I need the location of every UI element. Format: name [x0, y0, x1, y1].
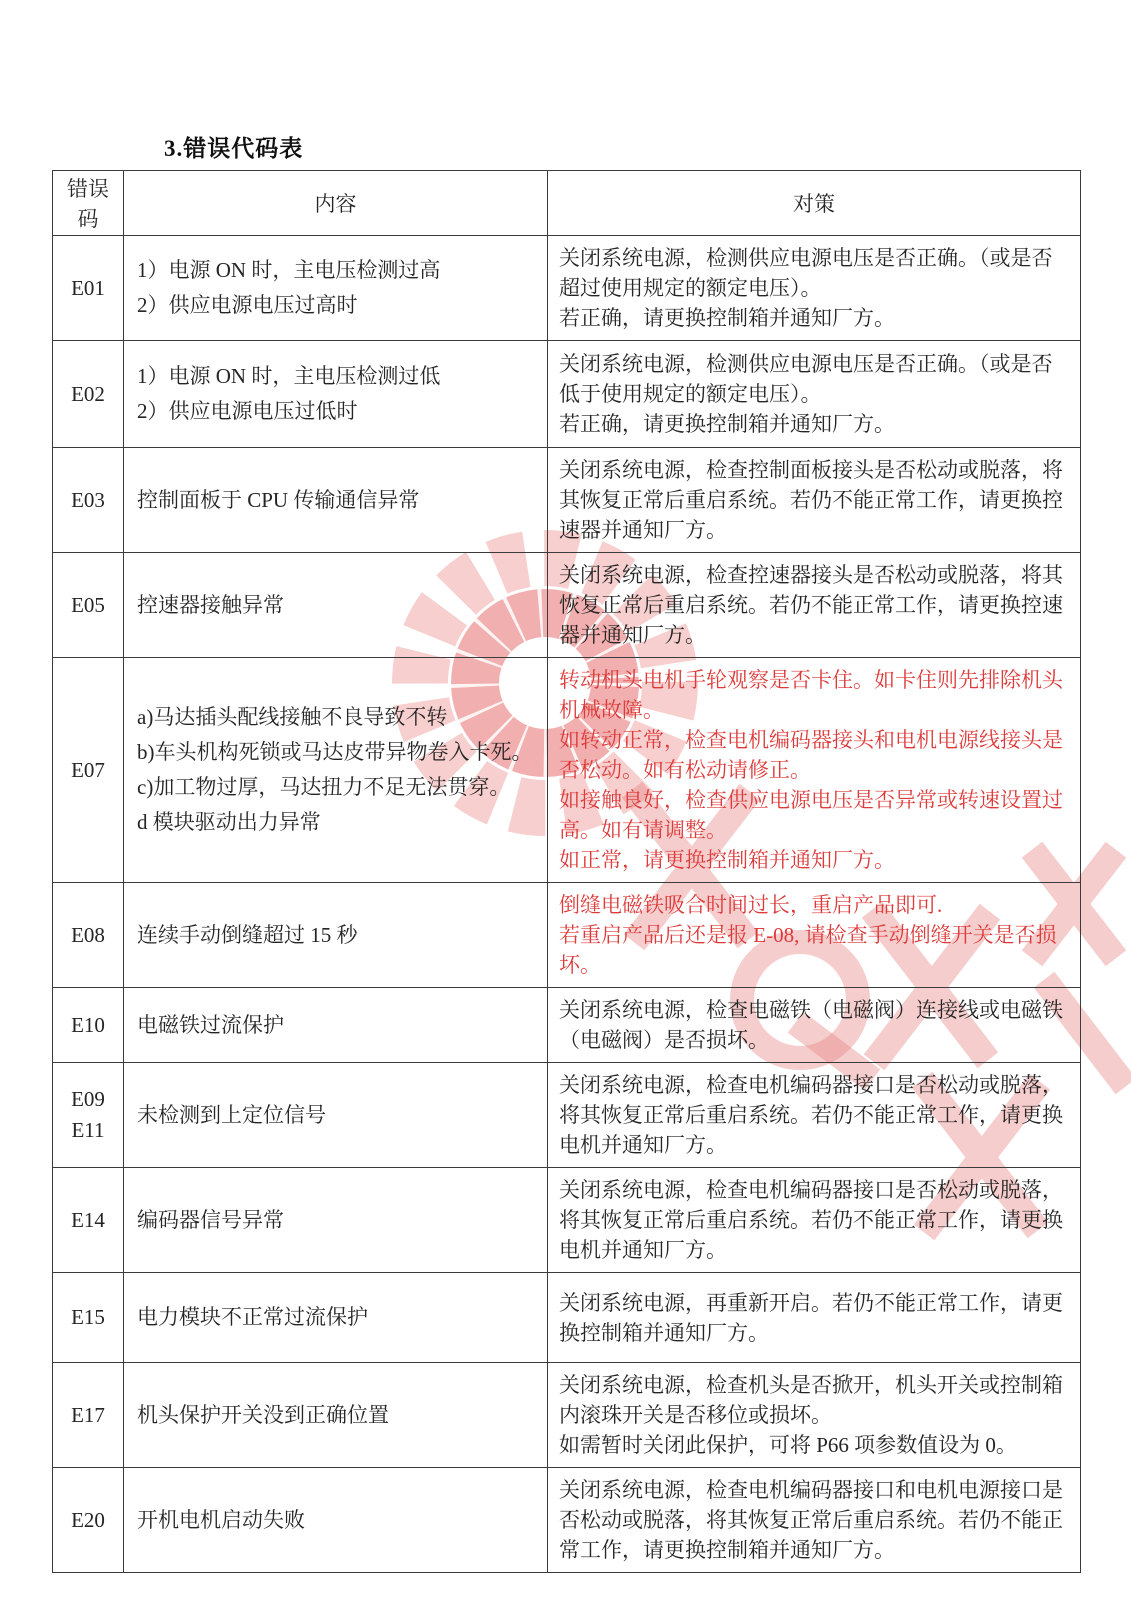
error-action-cell [548, 1363, 1081, 1468]
table-row [53, 553, 1081, 658]
text-line: 1）电源 ON 时，主电压检测过高 [137, 258, 441, 282]
text-line: 如需暂时关闭此保护，可将 P66 项参数值设为 0。 [559, 1433, 1017, 1457]
text-line: a)马达插头配线接触不良导致不转 [137, 705, 448, 729]
error-action-cell [548, 1273, 1081, 1363]
text-line: 机头保护开关没到正确位置 [137, 1402, 389, 1427]
error-content-cell [124, 658, 548, 883]
error-content-cell [124, 1363, 548, 1468]
error-action-cell [548, 236, 1081, 341]
text-line: E05 [71, 592, 105, 617]
error-content-cell [124, 988, 548, 1063]
error-content-cell [124, 1468, 548, 1573]
error-code-cell [53, 1273, 124, 1363]
error-code-table [52, 170, 1081, 1573]
error-content-cell [124, 883, 548, 988]
column-header-content: 内容 [124, 171, 548, 236]
text-line: 控速器接触异常 [137, 592, 284, 617]
error-action-cell [548, 341, 1081, 448]
table-row [53, 1363, 1081, 1468]
text-line: 关闭系统电源，检查电磁铁（电磁阀）连接线或电磁铁（电磁阀）是否损坏。 [559, 998, 1063, 1052]
text-line: 关闭系统电源，检查机头是否掀开，机头开关或控制箱内滚珠开关是否移位或损坏。 [559, 1373, 1063, 1427]
error-code-cell [53, 1468, 124, 1573]
error-content-cell [124, 448, 548, 553]
error-code-cell [53, 448, 124, 553]
column-header-error-code: 错误码 [53, 171, 124, 236]
error-code-cell [53, 1063, 124, 1168]
table-row [53, 658, 1081, 883]
text-line: 关闭系统电源，再重新开启。若仍不能正常工作，请更换控制箱并通知厂方。 [559, 1290, 1063, 1345]
error-action-cell [548, 988, 1081, 1063]
error-action-cell [548, 1063, 1081, 1168]
text-line: E10 [71, 1012, 105, 1037]
error-action-cell [548, 883, 1081, 988]
text-line: 关闭系统电源，检查电机编码器接口是否松动或脱落，将其恢复正常后重启系统。若仍不能正常工作，请更换电机并通知厂方。 [559, 1073, 1063, 1157]
text-line: 关闭系统电源，检测供应电源电压是否正确。（或是否低于使用规定的额定电压）。 [559, 352, 1053, 406]
error-content-cell [124, 1168, 548, 1273]
text-line: E09 [71, 1087, 105, 1111]
text-line: E15 [71, 1305, 105, 1329]
table-row [53, 883, 1081, 988]
error-code-cell [53, 988, 124, 1063]
text-line: d 模块驱动出力异常 [137, 810, 321, 834]
error-action-cell [548, 448, 1081, 553]
text-line: E11 [71, 1118, 105, 1142]
text-line: 开机电机启动失败 [137, 1507, 305, 1532]
error-action-cell [548, 1468, 1081, 1573]
error-action-cell [548, 553, 1081, 658]
error-code-cell [53, 883, 124, 988]
text-line: c)加工物过厚，马达扭力不足无法贯穿。 [137, 775, 511, 799]
table-row [53, 1273, 1081, 1363]
error-code-cell [53, 341, 124, 448]
text-line: E17 [71, 1402, 105, 1427]
text-line: E08 [71, 922, 105, 947]
text-line: 电磁铁过流保护 [137, 1012, 284, 1037]
column-header-action: 对策 [548, 171, 1081, 236]
text-line: 若重启产品后还是报 E-08, 请检查手动倒缝开关是否损坏。 [559, 923, 1057, 977]
text-line: 关闭系统电源，检查电机编码器接口是否松动或脱落，将其恢复正常后重启系统。若仍不能正常工作，请更换电机并通知厂方。 [559, 1178, 1063, 1262]
error-code-cell [53, 553, 124, 658]
error-table-body [53, 236, 1081, 1573]
text-line: 转动机头电机手轮观察是否卡住。如卡住则先排除机头机械故障。 [559, 668, 1063, 722]
text-line: 1）电源 ON 时，主电压检测过低 [137, 364, 441, 388]
table-row [53, 1468, 1081, 1573]
text-line: 未检测到上定位信号 [137, 1102, 326, 1127]
text-line: E02 [71, 381, 105, 406]
error-action-cell [548, 658, 1081, 883]
error-code-cell [53, 1363, 124, 1468]
table-row [53, 236, 1081, 341]
text-line: 如转动正常，检查电机编码器接头和电机电源线接头是否松动。如有松动请修正。 [559, 728, 1063, 782]
text-line: 若正确，请更换控制箱并通知厂方。 [559, 412, 895, 436]
text-line: 连续手动倒缝超过 15 秒 [137, 922, 358, 947]
error-action-cell [548, 1168, 1081, 1273]
text-line: 电力模块不正常过流保护 [137, 1305, 368, 1329]
text-line: 如接触良好，检查供应电源电压是否异常或转速设置过高。如有请调整。 [559, 788, 1063, 842]
section-title: 3.错误代码表 [164, 136, 304, 161]
table-row [53, 1063, 1081, 1168]
table-row [53, 341, 1081, 448]
table-row [53, 448, 1081, 553]
text-line: 关闭系统电源，检查电机编码器接口和电机电源接口是否松动或脱落，将其恢复正常后重启系统。若仍不能正常工作，请更换控制箱并通知厂方。 [559, 1478, 1063, 1562]
error-content-cell [124, 1063, 548, 1168]
text-line: E14 [71, 1207, 105, 1232]
text-line: 控制面板于 CPU 传输通信异常 [137, 487, 420, 512]
error-code-cell [53, 236, 124, 341]
text-line: E20 [71, 1507, 105, 1532]
text-line: 如正常，请更换控制箱并通知厂方。 [559, 848, 895, 872]
text-line: 关闭系统电源，检测供应电源电压是否正确。（或是否超过使用规定的额定电压）。 [559, 246, 1053, 300]
text-line: E01 [71, 275, 105, 300]
text-line: E03 [71, 487, 105, 512]
text-line: 编码器信号异常 [137, 1207, 284, 1232]
error-content-cell [124, 1273, 548, 1363]
header-row [53, 171, 1081, 236]
text-line: 倒缝电磁铁吸合时间过长，重启产品即可. [559, 893, 943, 917]
table-row [53, 1168, 1081, 1273]
error-content-cell [124, 236, 548, 341]
error-content-cell [124, 553, 548, 658]
error-content-cell [124, 341, 548, 448]
text-line: 2）供应电源电压过低时 [137, 399, 358, 423]
error-code-cell [53, 658, 124, 883]
text-line: E07 [71, 757, 105, 782]
error-code-cell [53, 1168, 124, 1273]
text-line: b)车头机构死锁或马达皮带异物卷入卡死。 [137, 740, 533, 764]
text-line: 关闭系统电源，检查控制面板接头是否松动或脱落，将其恢复正常后重启系统。若仍不能正常工作，请更换控速器并通知厂方。 [559, 458, 1063, 542]
text-line: 关闭系统电源，检查控速器接头是否松动或脱落，将其恢复正常后重启系统。若仍不能正常工作，请更换控速器并通知厂方。 [559, 563, 1063, 647]
table-row [53, 988, 1081, 1063]
text-line: 2）供应电源电压过高时 [137, 293, 358, 317]
text-line: 若正确，请更换控制箱并通知厂方。 [559, 306, 895, 330]
